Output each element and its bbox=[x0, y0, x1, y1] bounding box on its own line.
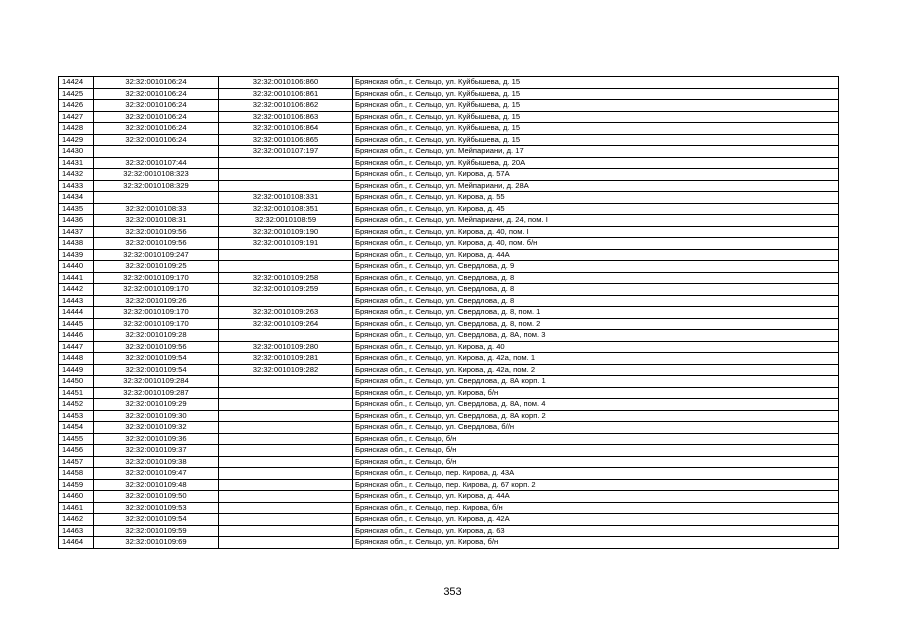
record-number-cell: 14429 bbox=[59, 134, 94, 146]
land-cadastral-number-cell: 32:32:0010109:56 bbox=[94, 341, 219, 353]
land-cadastral-number-cell: 32:32:0010109:37 bbox=[94, 445, 219, 457]
table-row bbox=[59, 180, 839, 192]
object-cadastral-number-cell: 32:32:0010109:191 bbox=[219, 238, 353, 250]
table-row bbox=[59, 514, 839, 526]
land-cadastral-number-cell bbox=[94, 192, 219, 204]
table-row bbox=[59, 100, 839, 112]
address-cell: Брянская обл., г. Сельцо, ул. Мейпариани, д. 17 bbox=[353, 146, 839, 158]
table-row bbox=[59, 261, 839, 273]
object-cadastral-number-cell bbox=[219, 502, 353, 514]
land-cadastral-number-cell: 32:32:0010109:32 bbox=[94, 422, 219, 434]
record-number-cell: 14462 bbox=[59, 514, 94, 526]
object-cadastral-number-cell bbox=[219, 410, 353, 422]
object-cadastral-number-cell bbox=[219, 169, 353, 181]
record-number-cell: 14457 bbox=[59, 456, 94, 468]
table-row bbox=[59, 479, 839, 491]
record-number-cell: 14454 bbox=[59, 422, 94, 434]
record-number-cell: 14443 bbox=[59, 295, 94, 307]
record-number-cell: 14428 bbox=[59, 123, 94, 135]
object-cadastral-number-cell bbox=[219, 157, 353, 169]
object-cadastral-number-cell bbox=[219, 468, 353, 480]
address-cell: Брянская обл., г. Сельцо, ул. Кирова, д. 40, пом. б/н bbox=[353, 238, 839, 250]
table-row bbox=[59, 238, 839, 250]
table-row bbox=[59, 272, 839, 284]
address-cell: Брянская обл., г. Сельцо, ул. Свердлова, д. 8А, пом. 3 bbox=[353, 330, 839, 342]
record-number-cell: 14430 bbox=[59, 146, 94, 158]
record-number-cell: 14448 bbox=[59, 353, 94, 365]
object-cadastral-number-cell bbox=[219, 376, 353, 388]
table-row bbox=[59, 433, 839, 445]
object-cadastral-number-cell: 32:32:0010109:190 bbox=[219, 226, 353, 238]
address-cell: Брянская обл., г. Сельцо, пер. Кирова, б/н bbox=[353, 502, 839, 514]
object-cadastral-number-cell bbox=[219, 479, 353, 491]
address-cell: Брянская обл., г. Сельцо, ул. Куйбышева, д. 15 bbox=[353, 88, 839, 100]
table-row bbox=[59, 491, 839, 503]
record-number-cell: 14441 bbox=[59, 272, 94, 284]
object-cadastral-number-cell: 32:32:0010109:263 bbox=[219, 307, 353, 319]
address-cell: Брянская обл., г. Сельцо, ул. Кирова, д. 42А bbox=[353, 514, 839, 526]
record-number-cell: 14433 bbox=[59, 180, 94, 192]
address-cell: Брянская обл., г. Сельцо, ул. Куйбышева, д. 15 bbox=[353, 134, 839, 146]
address-cell: Брянская обл., г. Сельцо, б/н bbox=[353, 445, 839, 457]
land-cadastral-number-cell: 32:32:0010109:38 bbox=[94, 456, 219, 468]
table-row bbox=[59, 169, 839, 181]
table-row bbox=[59, 88, 839, 100]
address-cell: Брянская обл., г. Сельцо, ул. Куйбышева, д. 20А bbox=[353, 157, 839, 169]
address-cell: Брянская обл., г. Сельцо, ул. Свердлова, д. 9 bbox=[353, 261, 839, 273]
table-row bbox=[59, 249, 839, 261]
land-cadastral-number-cell: 32:32:0010109:25 bbox=[94, 261, 219, 273]
record-number-cell: 14451 bbox=[59, 387, 94, 399]
address-cell: Брянская обл., г. Сельцо, ул. Свердлова, д. 8 bbox=[353, 272, 839, 284]
object-cadastral-number-cell bbox=[219, 249, 353, 261]
land-cadastral-number-cell: 32:32:0010109:36 bbox=[94, 433, 219, 445]
record-number-cell: 14452 bbox=[59, 399, 94, 411]
land-cadastral-number-cell: 32:32:0010106:24 bbox=[94, 134, 219, 146]
land-cadastral-number-cell: 32:32:0010106:24 bbox=[94, 111, 219, 123]
record-number-cell: 14450 bbox=[59, 376, 94, 388]
table-row bbox=[59, 77, 839, 89]
land-cadastral-number-cell: 32:32:0010109:29 bbox=[94, 399, 219, 411]
record-number-cell: 14449 bbox=[59, 364, 94, 376]
record-number-cell: 14442 bbox=[59, 284, 94, 296]
address-cell: Брянская обл., г. Сельцо, ул. Свердлова, д. 8А корп. 2 bbox=[353, 410, 839, 422]
land-cadastral-number-cell: 32:32:0010109:54 bbox=[94, 353, 219, 365]
table-row bbox=[59, 387, 839, 399]
record-number-cell: 14436 bbox=[59, 215, 94, 227]
object-cadastral-number-cell: 32:32:0010106:860 bbox=[219, 77, 353, 89]
record-number-cell: 14463 bbox=[59, 525, 94, 537]
object-cadastral-number-cell: 32:32:0010106:863 bbox=[219, 111, 353, 123]
registry-table bbox=[58, 76, 839, 549]
object-cadastral-number-cell bbox=[219, 422, 353, 434]
record-number-cell: 14440 bbox=[59, 261, 94, 273]
land-cadastral-number-cell: 32:32:0010106:24 bbox=[94, 123, 219, 135]
land-cadastral-number-cell: 32:32:0010106:24 bbox=[94, 100, 219, 112]
land-cadastral-number-cell: 32:32:0010109:284 bbox=[94, 376, 219, 388]
record-number-cell: 14455 bbox=[59, 433, 94, 445]
table-row bbox=[59, 399, 839, 411]
address-cell: Брянская обл., г. Сельцо, ул. Кирова, д. 40 bbox=[353, 341, 839, 353]
land-cadastral-number-cell: 32:32:0010109:170 bbox=[94, 284, 219, 296]
land-cadastral-number-cell: 32:32:0010108:329 bbox=[94, 180, 219, 192]
object-cadastral-number-cell bbox=[219, 433, 353, 445]
address-cell: Брянская обл., г. Сельцо, ул. Свердлова, д. 8А, пом. 4 bbox=[353, 399, 839, 411]
land-cadastral-number-cell: 32:32:0010109:50 bbox=[94, 491, 219, 503]
table-row bbox=[59, 502, 839, 514]
address-cell: Брянская обл., г. Сельцо, ул. Куйбышева, д. 15 bbox=[353, 123, 839, 135]
record-number-cell: 14434 bbox=[59, 192, 94, 204]
object-cadastral-number-cell bbox=[219, 180, 353, 192]
address-cell: Брянская обл., г. Сельцо, ул. Кирова, д. 55 bbox=[353, 192, 839, 204]
table-row bbox=[59, 468, 839, 480]
object-cadastral-number-cell: 32:32:0010106:862 bbox=[219, 100, 353, 112]
table-row bbox=[59, 203, 839, 215]
address-cell: Брянская обл., г. Сельцо, б/н bbox=[353, 456, 839, 468]
record-number-cell: 14445 bbox=[59, 318, 94, 330]
record-number-cell: 14432 bbox=[59, 169, 94, 181]
table-row bbox=[59, 364, 839, 376]
land-cadastral-number-cell: 32:32:0010106:24 bbox=[94, 77, 219, 89]
table-row bbox=[59, 376, 839, 388]
object-cadastral-number-cell: 32:32:0010108:351 bbox=[219, 203, 353, 215]
land-cadastral-number-cell: 32:32:0010109:30 bbox=[94, 410, 219, 422]
table-row bbox=[59, 422, 839, 434]
address-cell: Брянская обл., г. Сельцо, ул. Кирова, д. 45 bbox=[353, 203, 839, 215]
address-cell: Брянская обл., г. Сельцо, ул. Кирова, б/н bbox=[353, 387, 839, 399]
address-cell: Брянская обл., г. Сельцо, ул. Мейпариани, д. 24, пом. I bbox=[353, 215, 839, 227]
land-cadastral-number-cell: 32:32:0010109:170 bbox=[94, 318, 219, 330]
table-row bbox=[59, 284, 839, 296]
table-row bbox=[59, 537, 839, 549]
address-cell: Брянская обл., г. Сельцо, ул. Кирова, д. 42а, пом. 2 bbox=[353, 364, 839, 376]
address-cell: Брянская обл., г. Сельцо, пер. Кирова, д. 43А bbox=[353, 468, 839, 480]
land-cadastral-number-cell: 32:32:0010109:54 bbox=[94, 514, 219, 526]
table-row bbox=[59, 123, 839, 135]
record-number-cell: 14426 bbox=[59, 100, 94, 112]
table-row bbox=[59, 525, 839, 537]
object-cadastral-number-cell: 32:32:0010108:331 bbox=[219, 192, 353, 204]
object-cadastral-number-cell bbox=[219, 456, 353, 468]
land-cadastral-number-cell: 32:32:0010109:26 bbox=[94, 295, 219, 307]
record-number-cell: 14444 bbox=[59, 307, 94, 319]
address-cell: Брянская обл., г. Сельцо, ул. Кирова, д. 44А bbox=[353, 249, 839, 261]
object-cadastral-number-cell bbox=[219, 261, 353, 273]
table-row bbox=[59, 410, 839, 422]
record-number-cell: 14461 bbox=[59, 502, 94, 514]
record-number-cell: 14447 bbox=[59, 341, 94, 353]
address-cell: Брянская обл., г. Сельцо, ул. Куйбышева, д. 15 bbox=[353, 111, 839, 123]
land-cadastral-number-cell: 32:32:0010108:323 bbox=[94, 169, 219, 181]
table-row bbox=[59, 456, 839, 468]
table-row bbox=[59, 295, 839, 307]
record-number-cell: 14435 bbox=[59, 203, 94, 215]
land-cadastral-number-cell: 32:32:0010106:24 bbox=[94, 88, 219, 100]
object-cadastral-number-cell bbox=[219, 514, 353, 526]
object-cadastral-number-cell: 32:32:0010109:281 bbox=[219, 353, 353, 365]
record-number-cell: 14446 bbox=[59, 330, 94, 342]
object-cadastral-number-cell bbox=[219, 537, 353, 549]
record-number-cell: 14456 bbox=[59, 445, 94, 457]
record-number-cell: 14437 bbox=[59, 226, 94, 238]
table-row bbox=[59, 111, 839, 123]
land-cadastral-number-cell: 32:32:0010109:56 bbox=[94, 226, 219, 238]
address-cell: Брянская обл., г. Сельцо, ул. Мейпариани, д. 28А bbox=[353, 180, 839, 192]
land-cadastral-number-cell: 32:32:0010107:44 bbox=[94, 157, 219, 169]
table-body bbox=[59, 77, 839, 549]
land-cadastral-number-cell: 32:32:0010109:53 bbox=[94, 502, 219, 514]
record-number-cell: 14453 bbox=[59, 410, 94, 422]
address-cell: Брянская обл., г. Сельцо, ул. Свердлова, д. 8 bbox=[353, 295, 839, 307]
object-cadastral-number-cell bbox=[219, 387, 353, 399]
address-cell: Брянская обл., г. Сельцо, ул. Кирова, д. 42а, пом. 1 bbox=[353, 353, 839, 365]
address-cell: Брянская обл., г. Сельцо, ул. Кирова, д. 57А bbox=[353, 169, 839, 181]
table-row bbox=[59, 226, 839, 238]
address-cell: Брянская обл., г. Сельцо, ул. Свердлова, б//н bbox=[353, 422, 839, 434]
table-row bbox=[59, 146, 839, 158]
object-cadastral-number-cell bbox=[219, 330, 353, 342]
record-number-cell: 14458 bbox=[59, 468, 94, 480]
record-number-cell: 14431 bbox=[59, 157, 94, 169]
address-cell: Брянская обл., г. Сельцо, ул. Куйбышева, д. 15 bbox=[353, 100, 839, 112]
address-cell: Брянская обл., г. Сельцо, ул. Кирова, д. 40, пом. I bbox=[353, 226, 839, 238]
object-cadastral-number-cell bbox=[219, 295, 353, 307]
address-cell: Брянская обл., г. Сельцо, ул. Свердлова, д. 8А корп. 1 bbox=[353, 376, 839, 388]
land-cadastral-number-cell bbox=[94, 146, 219, 158]
object-cadastral-number-cell bbox=[219, 525, 353, 537]
land-cadastral-number-cell: 32:32:0010108:31 bbox=[94, 215, 219, 227]
object-cadastral-number-cell: 32:32:0010106:864 bbox=[219, 123, 353, 135]
land-cadastral-number-cell: 32:32:0010109:56 bbox=[94, 238, 219, 250]
record-number-cell: 14439 bbox=[59, 249, 94, 261]
record-number-cell: 14424 bbox=[59, 77, 94, 89]
table-row bbox=[59, 341, 839, 353]
address-cell: Брянская обл., г. Сельцо, пер. Кирова, д. 67 корп. 2 bbox=[353, 479, 839, 491]
land-cadastral-number-cell: 32:32:0010109:287 bbox=[94, 387, 219, 399]
object-cadastral-number-cell bbox=[219, 445, 353, 457]
object-cadastral-number-cell: 32:32:0010109:264 bbox=[219, 318, 353, 330]
object-cadastral-number-cell: 32:32:0010107:197 bbox=[219, 146, 353, 158]
record-number-cell: 14460 bbox=[59, 491, 94, 503]
address-cell: Брянская обл., г. Сельцо, ул. Свердлова, д. 8 bbox=[353, 284, 839, 296]
address-cell: Брянская обл., г. Сельцо, ул. Кирова, д. 44А bbox=[353, 491, 839, 503]
table-row bbox=[59, 330, 839, 342]
table-row bbox=[59, 134, 839, 146]
table-row bbox=[59, 307, 839, 319]
table-row bbox=[59, 215, 839, 227]
table-row bbox=[59, 192, 839, 204]
land-cadastral-number-cell: 32:32:0010109:54 bbox=[94, 364, 219, 376]
address-cell: Брянская обл., г. Сельцо, ул. Кирова, б/н bbox=[353, 537, 839, 549]
land-cadastral-number-cell: 32:32:0010108:33 bbox=[94, 203, 219, 215]
object-cadastral-number-cell: 32:32:0010109:259 bbox=[219, 284, 353, 296]
object-cadastral-number-cell: 32:32:0010106:865 bbox=[219, 134, 353, 146]
page-number: 353 bbox=[443, 586, 462, 598]
land-cadastral-number-cell: 32:32:0010109:247 bbox=[94, 249, 219, 261]
land-cadastral-number-cell: 32:32:0010109:28 bbox=[94, 330, 219, 342]
address-cell: Брянская обл., г. Сельцо, б/н bbox=[353, 433, 839, 445]
record-number-cell: 14464 bbox=[59, 537, 94, 549]
object-cadastral-number-cell bbox=[219, 399, 353, 411]
land-cadastral-number-cell: 32:32:0010109:170 bbox=[94, 272, 219, 284]
address-cell: Брянская обл., г. Сельцо, ул. Кирова, д. 63 bbox=[353, 525, 839, 537]
object-cadastral-number-cell: 32:32:0010109:258 bbox=[219, 272, 353, 284]
land-cadastral-number-cell: 32:32:0010109:59 bbox=[94, 525, 219, 537]
land-cadastral-number-cell: 32:32:0010109:170 bbox=[94, 307, 219, 319]
land-cadastral-number-cell: 32:32:0010109:69 bbox=[94, 537, 219, 549]
address-cell: Брянская обл., г. Сельцо, ул. Свердлова, д. 8, пом. 1 bbox=[353, 307, 839, 319]
table-row bbox=[59, 445, 839, 457]
object-cadastral-number-cell: 32:32:0010106:861 bbox=[219, 88, 353, 100]
address-cell: Брянская обл., г. Сельцо, ул. Куйбышева, д. 15 bbox=[353, 77, 839, 89]
table-row bbox=[59, 157, 839, 169]
record-number-cell: 14425 bbox=[59, 88, 94, 100]
address-cell: Брянская обл., г. Сельцо, ул. Свердлова, д. 8, пом. 2 bbox=[353, 318, 839, 330]
record-number-cell: 14438 bbox=[59, 238, 94, 250]
land-cadastral-number-cell: 32:32:0010109:47 bbox=[94, 468, 219, 480]
record-number-cell: 14427 bbox=[59, 111, 94, 123]
object-cadastral-number-cell: 32:32:0010109:282 bbox=[219, 364, 353, 376]
object-cadastral-number-cell bbox=[219, 491, 353, 503]
table-row bbox=[59, 318, 839, 330]
object-cadastral-number-cell: 32:32:0010109:280 bbox=[219, 341, 353, 353]
object-cadastral-number-cell: 32:32:0010108:59 bbox=[219, 215, 353, 227]
record-number-cell: 14459 bbox=[59, 479, 94, 491]
land-cadastral-number-cell: 32:32:0010109:48 bbox=[94, 479, 219, 491]
table-row bbox=[59, 353, 839, 365]
